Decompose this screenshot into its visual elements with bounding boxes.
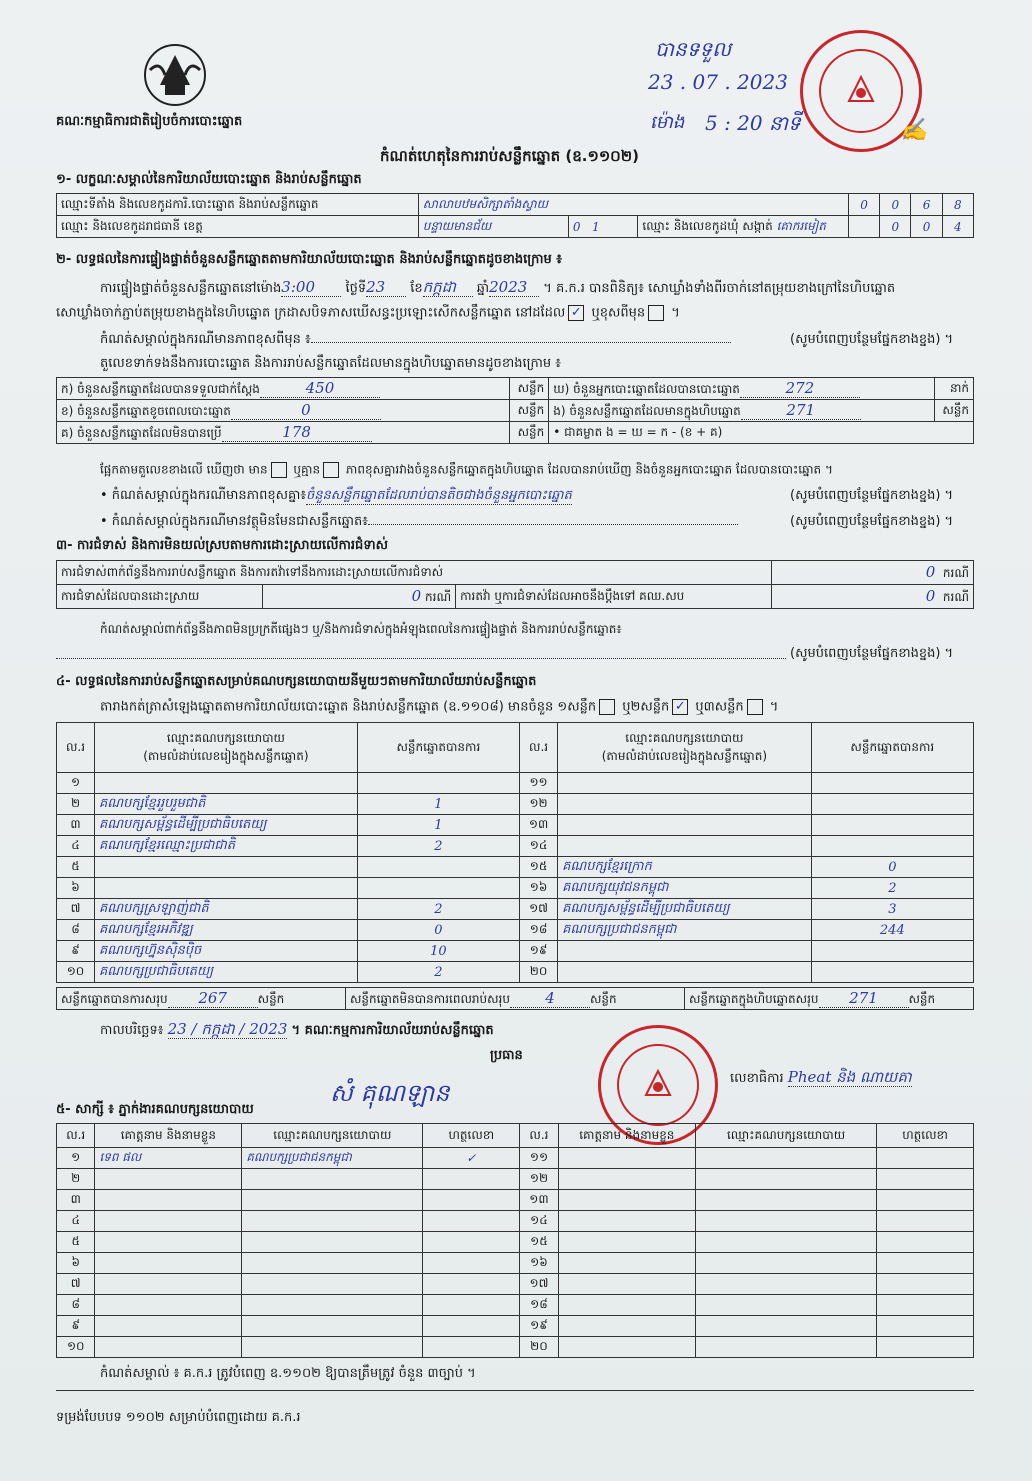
table-row	[57, 899, 974, 920]
witness-name	[558, 1253, 695, 1274]
row-no: ៣	[57, 815, 95, 836]
vote-count: 2	[357, 899, 519, 920]
ka-unit: សន្លឹក	[510, 378, 549, 400]
row-no: ២០	[520, 1337, 558, 1358]
vote-count: 2	[811, 878, 973, 899]
witness-party	[695, 1253, 876, 1274]
witness-name	[95, 1211, 242, 1232]
witness-signature	[877, 1274, 974, 1295]
witness-signature	[877, 1211, 974, 1232]
party-name: គណបក្សយុវជនកម្ពុជា	[558, 878, 812, 899]
witness-signature	[423, 1316, 520, 1337]
com-code-2: 0	[911, 216, 942, 238]
party-name: គណបក្សប្រជាធិបតេយ្យ	[95, 962, 358, 983]
vote-count: 3	[811, 899, 973, 920]
witness-name	[558, 1190, 695, 1211]
row-no: ២០	[520, 962, 558, 983]
row-no: ៧	[57, 899, 95, 920]
witness-signature	[877, 1232, 974, 1253]
total-valid: សន្លឹកឆ្នោតបានការសរុប 267 សន្លឹក	[57, 988, 346, 1010]
row-no: ១៥	[520, 1232, 558, 1253]
party-name: គណបក្សខ្មែររួបរួមជាតិ	[95, 794, 358, 815]
witness-signature	[877, 1148, 974, 1169]
row-no: ១៨	[520, 1295, 558, 1316]
has-diff-checkbox[interactable]	[271, 462, 287, 478]
witness-signature	[423, 1211, 520, 1232]
witness-party	[242, 1316, 423, 1337]
party-name	[558, 815, 812, 836]
witness-name	[95, 1190, 242, 1211]
row-no: ៦	[57, 878, 95, 899]
vote-count: 10	[357, 941, 519, 962]
com-code-3: 4	[942, 216, 973, 238]
witness-party	[695, 1148, 876, 1169]
witness-name	[95, 1316, 242, 1337]
vote-count	[357, 878, 519, 899]
witness-name: ទេព ផល	[95, 1148, 242, 1169]
nec-logo	[140, 40, 210, 110]
unchanged-checkbox[interactable]: ✓	[568, 305, 584, 321]
table-row	[57, 836, 974, 857]
witness-signature	[423, 1253, 520, 1274]
appeal-value: 0 ករណី	[771, 585, 973, 609]
witness-name	[558, 1274, 695, 1295]
row-no: ៧	[57, 1274, 95, 1295]
ngo-row: ង) ចំនួនសន្លឹកឆ្នោតដែលមានក្នុងហិបឆ្នោត 271	[549, 400, 935, 422]
table-row	[57, 941, 974, 962]
received-time: 5 : 20 នាទី	[705, 111, 801, 135]
row-no: ១៦	[520, 878, 558, 899]
table-row	[57, 1337, 974, 1358]
objections-table	[56, 560, 974, 609]
ngo-unit: សន្លឹក	[935, 400, 974, 422]
w-col-name-right: គោត្តនាម និងនាមខ្លួន	[558, 1124, 695, 1148]
vote-count: 0	[811, 857, 973, 878]
vote-count	[811, 962, 973, 983]
no-diff-checkbox[interactable]	[323, 462, 339, 478]
objection-value: 0 ករណី	[771, 561, 973, 585]
received-date: 23 . 07 . 2023	[648, 70, 788, 94]
witness-signature: ✓	[423, 1148, 520, 1169]
bullet2-note: (សូមបំពេញបន្ថែមផ្នែកខាងខ្នង) ។	[790, 514, 954, 529]
party-name: គណបក្សខ្មែរក្រោក	[558, 857, 812, 878]
witness-party	[242, 1190, 423, 1211]
loc-code-2: 0	[880, 194, 911, 216]
party-name	[95, 878, 358, 899]
vote-count	[811, 794, 973, 815]
witness-signature	[423, 1295, 520, 1316]
witness-signature	[423, 1190, 520, 1211]
table-row	[57, 857, 974, 878]
section4-title: ៤- លទ្ធផលនៃការរាប់សន្លឹកឆ្នោតសម្រាប់គណបក្សនយោបាយនីមួយៗតាមការិយាល័យរាប់សន្លឹកឆ្នោត	[56, 674, 537, 689]
authority-name: គណៈកម្មាធិការជាតិរៀបចំការបោះឆ្នោត	[56, 114, 243, 129]
party-name: គណបក្សហ្វ៊ុនស៊ិនប៉ិច	[95, 941, 358, 962]
witness-party	[242, 1337, 423, 1358]
table-row	[57, 920, 974, 941]
w-col-party-left: ឈ្មោះគណបក្សនយោបាយ	[242, 1124, 423, 1148]
vote-count	[357, 773, 519, 794]
commune-cell: ឈ្មោះ និងលេខកូដឃុំ សង្កាត់ គោករមៀត	[638, 216, 849, 238]
ballot-count-table	[56, 377, 974, 444]
witness-party	[695, 1169, 876, 1190]
vote-count: 0	[357, 920, 519, 941]
witness-signature	[877, 1337, 974, 1358]
witness-signature	[877, 1295, 974, 1316]
witness-party	[695, 1211, 876, 1232]
col-no-left: ល.រ	[57, 723, 95, 773]
row-no: ១៩	[520, 1316, 558, 1337]
table-row	[57, 1169, 974, 1190]
witness-signature	[877, 1190, 974, 1211]
com-code-1: 0	[880, 216, 911, 238]
totals-table	[56, 987, 974, 1010]
ko-unit: សន្លឹក	[510, 422, 549, 444]
province-label: ឈ្មោះ និងលេខកូដរាជធានី ខេត្ត	[57, 216, 419, 238]
resolved-label: ការជំទាស់ដែលបានដោះស្រាយ	[57, 585, 263, 609]
party-name: គណបក្សសម្ព័ន្ធដើម្បីប្រជាធិបតេយ្យ	[95, 815, 358, 836]
kha-row: ខ) ចំនួនសន្លឹកឆ្នោតខូចពេលបោះឆ្នោត 0	[57, 400, 510, 422]
chair-label: ប្រធាន	[490, 1048, 523, 1063]
row-no: ១១	[520, 773, 558, 794]
witness-name	[558, 1316, 695, 1337]
form-title: កំណត់ហេតុនៃការរាប់សន្លឹកឆ្នោត (ឧ.១១០២)	[380, 147, 640, 165]
party-name: គណបក្សខ្មែរឈ្មោះប្រជាជាតិ	[95, 836, 358, 857]
seal-signature: ✍	[900, 118, 928, 143]
witness-table	[56, 1123, 974, 1358]
table-row	[57, 1295, 974, 1316]
witness-name	[95, 1295, 242, 1316]
row-no: ៩	[57, 941, 95, 962]
witness-party: គណបក្សប្រជាជនកម្ពុជា	[242, 1148, 423, 1169]
form-note: ទម្រង់បែបបទ ១១០២ សម្រាប់បំពេញដោយ គ.ក.រ	[56, 1410, 301, 1425]
witness-party	[242, 1253, 423, 1274]
kho-row: ឃ) ចំនួនអ្នកបោះឆ្នោតដែលបានបោះឆ្នោត 272	[549, 378, 935, 400]
bullet1: • កំណត់សម្គាល់ក្នុងករណីមានភាពខុសគ្នា៖ចំនួនសន្លឹកឆ្នោតដែលរាប់បានតិចជាងចំនួនអ្នកបោះឆ្នោត	[100, 488, 572, 503]
row-no: ១៧	[520, 1274, 558, 1295]
party-name	[558, 836, 812, 857]
row-no: ១៤	[520, 836, 558, 857]
section2-p2: សោឃ្លាំងចាក់ភ្ជាប់តម្រុយខាងក្នុងនៃហិបឆ្នោត ក្រដាសបិទភាសឃើសន្ធះប្រឡោះសើកសន្លឹកឆ្នោត នៅដដែល ✓ ឬខុសពីមុន ។	[56, 305, 680, 321]
ko-row: គ) ចំនួនសន្លឹកឆ្នោតដែលមិនបានប្រើ 178	[57, 422, 510, 444]
total-box: សន្លឹកឆ្នោតក្នុងហិបឆ្នោតសរុប 271 សន្លឹក	[685, 988, 974, 1010]
appeal-label: ការតវ៉ា ឬការជំទាស់ដែលអាចនឹងប្តឹងទៅ គឈ.សប	[456, 585, 771, 609]
w-col-sign-right: ហត្ថលេខា	[877, 1124, 974, 1148]
witness-signature	[423, 1337, 520, 1358]
vote-count	[811, 836, 973, 857]
w-col-no-left: ល.រ	[57, 1124, 95, 1148]
w-col-sign-left: ហត្ថលេខា	[423, 1124, 520, 1148]
row-no: ១៣	[520, 1190, 558, 1211]
kho-unit: នាក់	[935, 378, 974, 400]
bullet2: • កំណត់សម្គាល់ក្នុងករណីមានវត្ថុមិនមែនជាសន្លឹកឆ្នោត៖	[100, 514, 738, 530]
party-name	[558, 941, 812, 962]
row-no: ២	[57, 794, 95, 815]
table-row	[57, 1211, 974, 1232]
col-votes-right: សន្លឹកឆ្នោតបានការ	[811, 723, 973, 773]
three-sheet-checkbox[interactable]	[747, 699, 763, 715]
party-name	[95, 857, 358, 878]
section2-p4: តួលេខទាក់ទងនឹងការបោះឆ្នោត និងការរាប់សន្លឹកឆ្នោតដែលមានក្នុងហិបឆ្នោតមានដូចខាងក្រោម ៖	[100, 356, 561, 371]
witness-signature	[877, 1316, 974, 1337]
table-row	[57, 878, 974, 899]
witness-name	[95, 1169, 242, 1190]
secretary: លេខាធិការ Pheat និង ណាយគា	[730, 1068, 912, 1086]
row-no: ១	[57, 1148, 95, 1169]
chair-signature: សំ គុណឡាន	[330, 1079, 450, 1107]
row-no: ៤	[57, 836, 95, 857]
row-no: ៦	[57, 1253, 95, 1274]
w-col-no-right: ល.រ	[520, 1124, 558, 1148]
witness-name	[558, 1211, 695, 1232]
party-name: គណបក្សខ្មែរអភិវឌ្ឍ	[95, 920, 358, 941]
witness-party	[242, 1211, 423, 1232]
row-no: ៤	[57, 1211, 95, 1232]
section1-title: ១- លក្ខណៈសម្គាល់នៃការិយាល័យបោះឆ្នោត និងរាប់សន្លឹកឆ្នោត	[56, 172, 362, 187]
section3-p1: កំណត់សម្គាល់ពាក់ព័ន្ធនឹងភាពមិនប្រក្រតីផ្សេងៗ ឬ/និងការជំទាស់ក្នុងអំឡុងពេលនៃការផ្ទៀងផ្ទាត់ និងការរាប់សន្លឹកឆ្នោត៖	[100, 622, 622, 636]
party-results-table	[56, 722, 974, 983]
witness-name	[95, 1232, 242, 1253]
witness-party	[695, 1316, 876, 1337]
table-row	[57, 962, 974, 983]
party-name	[95, 773, 358, 794]
row-no: ១២	[520, 794, 558, 815]
resolved-value: 0 ករណី	[263, 585, 456, 609]
row-no: ៨	[57, 1295, 95, 1316]
row-no: ៥	[57, 1232, 95, 1253]
kha-unit: សន្លឹក	[510, 400, 549, 422]
section2-title: ២- លទ្ធផលនៃការផ្ទៀងផ្ទាត់ចំនួនសន្លឹកឆ្នោតតាមការិយាល័យបោះឆ្នោត និងរាប់សន្លឹកឆ្នោតដូចខាងក្រោម ៖	[56, 252, 562, 267]
witness-party	[242, 1295, 423, 1316]
row-no: ១៧	[520, 899, 558, 920]
col-no-right: ល.រ	[520, 723, 558, 773]
ka-row: ក) ចំនួនសន្លឹកឆ្នោតដែលបានទទួលជាក់ស្តែង 450	[57, 378, 510, 400]
two-sheet-checkbox[interactable]: ✓	[672, 699, 688, 715]
section2-p3-note: (សូមបំពេញបន្ថែមផ្នែកខាងខ្នង) ។	[790, 332, 954, 347]
row-no: ១០	[57, 1337, 95, 1358]
section2-p3: កំណត់សម្គាល់ក្នុងករណីមានភាពខុសពីមុន ៖	[100, 332, 731, 348]
table-row	[57, 1190, 974, 1211]
table-row	[57, 1232, 974, 1253]
party-name: គណបក្សសម្ព័ន្ធដើម្បីប្រជាធិបតេយ្យ	[558, 899, 812, 920]
section4-p1: តារាងកត់ត្រាសំឡេងឆ្នោតតាមការិយាល័យបោះឆ្នោត និងរាប់សន្លឹកឆ្នោត (ឧ.១១០៨) មានចំនួន ១សន្លឹក ឬ២សន្លឹក ✓ ឬ៣សន្លឹក ។	[100, 699, 779, 715]
table-row	[57, 773, 974, 794]
vote-count: 244	[811, 920, 973, 941]
row-no: ១០	[57, 962, 95, 983]
section3-dots	[56, 658, 786, 659]
location-value: សាលាបឋមសិក្សាតាំងស្វាយ	[418, 194, 848, 216]
witness-party	[242, 1274, 423, 1295]
row-no: ១៦	[520, 1253, 558, 1274]
vote-count	[811, 773, 973, 794]
row-no: ៣	[57, 1190, 95, 1211]
province-code: 0 1	[568, 216, 638, 238]
section3-note: (សូមបំពេញបន្ថែមផ្នែកខាងខ្នង) ។	[790, 646, 954, 661]
footer-divider	[56, 1390, 974, 1391]
witness-party	[695, 1274, 876, 1295]
witness-party	[695, 1232, 876, 1253]
witness-party	[695, 1295, 876, 1316]
vote-count	[357, 857, 519, 878]
section2-p5: ផ្អែកតាមតួលេខខាងលើ ឃើញថា មាន ឬគ្មាន ភាពខុសគ្នារវាងចំនួនសន្លឹកឆ្នោតក្នុងហិបឆ្នោត ដែលបានរាប់ឃើញ និងចំនួនអ្នកបោះឆ្នោត ដែលបានបោះឆ្នោត ។	[100, 462, 833, 477]
witness-name	[558, 1169, 695, 1190]
section1-table	[56, 193, 974, 238]
location-label: ឈ្មោះទីតាំង និងលេខកូដការិ.បោះឆ្នោត និងរាប់សន្លឹកឆ្នោត	[57, 194, 419, 216]
witness-signature	[877, 1169, 974, 1190]
table-row	[57, 1253, 974, 1274]
section3-title: ៣- ការជំទាស់ និងការមិនយល់ស្របតាមការដោះស្រាយលើការជំទាស់	[56, 538, 388, 553]
row-no: ៩	[57, 1316, 95, 1337]
col-votes-left: សន្លឹកឆ្នោតបានការ	[357, 723, 519, 773]
witness-signature	[423, 1232, 520, 1253]
witness-name	[95, 1274, 242, 1295]
province-value: បន្ទាយមានជ័យ	[418, 216, 568, 238]
row-no: ១៩	[520, 941, 558, 962]
vote-count: 1	[357, 794, 519, 815]
one-sheet-checkbox[interactable]	[599, 699, 615, 715]
received-time-label: ម៉ោង	[650, 112, 685, 133]
section2-p1: ការផ្ទៀងផ្ទាត់ចំនួនសន្លឹកឆ្នោតនៅម៉ោង3:00 ថ្ងៃទី23 ខែកក្កដា ឆ្នាំ2023 ។ គ.ក.រ បានពិនិត្យ៖ សោឃ្លាំងទាំងពីរចាក់នៅតម្រុយខាងក្រៅនៃហិបឆ្នោត	[100, 278, 896, 296]
row-no: ១៥	[520, 857, 558, 878]
table-row	[57, 1316, 974, 1337]
witness-signature	[423, 1169, 520, 1190]
witness-name	[95, 1337, 242, 1358]
received-label: បានទទួល	[655, 37, 732, 61]
witness-name	[558, 1295, 695, 1316]
table-row	[57, 815, 974, 836]
party-name	[558, 962, 812, 983]
vote-count: 2	[357, 962, 519, 983]
row-no: ១៤	[520, 1211, 558, 1232]
total-invalid: សន្លឹកឆ្នោតមិនបានការពេលរាប់សរុប 4 សន្លឹក	[346, 988, 685, 1010]
formula: • ជាគម្លាត ង = ឃ = ក - (ខ + គ)	[549, 422, 974, 444]
row-no: ៥	[57, 857, 95, 878]
witness-signature	[877, 1253, 974, 1274]
witness-party	[242, 1169, 423, 1190]
vote-count: 1	[357, 815, 519, 836]
bullet1-note: (សូមបំពេញបន្ថែមផ្នែកខាងខ្នង) ។	[790, 488, 954, 503]
row-no: ១១	[520, 1148, 558, 1169]
witness-party	[242, 1232, 423, 1253]
loc-code-3: 6	[911, 194, 942, 216]
row-no: ២	[57, 1169, 95, 1190]
row-no: ៨	[57, 920, 95, 941]
row-no: ១៨	[520, 920, 558, 941]
section5-title: ៥- សាក្សី ៖ ភ្នាក់ងារគណបក្សនយោបាយ	[56, 1102, 254, 1117]
vote-count	[811, 815, 973, 836]
row-no: ១៣	[520, 815, 558, 836]
witness-party	[695, 1190, 876, 1211]
table-row	[57, 794, 974, 815]
party-name	[558, 773, 812, 794]
party-name: គណបក្សស្រឡាញ់ជាតិ	[95, 899, 358, 920]
vote-count	[811, 941, 973, 962]
col-party-right: ឈ្មោះគណបក្សនយោបាយ (តាមលំដាប់លេខរៀងក្នុងសន្លឹកឆ្នោត)	[558, 723, 812, 773]
witness-name	[558, 1337, 695, 1358]
party-name: គណបក្សប្រជាជនកម្ពុជា	[558, 920, 812, 941]
table-row	[57, 1274, 974, 1295]
w-col-party-right: ឈ្មោះគណបក្សនយោបាយ	[695, 1124, 876, 1148]
witness-name	[558, 1148, 695, 1169]
date-line: កាលបរិច្ឆេទ៖ 23 / កក្កដា / 2023 ។ គណៈកម្មការការិយាល័យរាប់សន្លឹកឆ្នោត	[100, 1020, 494, 1038]
witness-party	[695, 1337, 876, 1358]
party-name	[558, 794, 812, 815]
witness-name	[95, 1253, 242, 1274]
w-col-name-left: គោត្តនាម និងនាមខ្លួន	[95, 1124, 242, 1148]
col-party-left: ឈ្មោះគណបក្សនយោបាយ (តាមលំដាប់លេខរៀងក្នុងសន្លឹកឆ្នោត)	[95, 723, 358, 773]
vote-count: 2	[357, 836, 519, 857]
footnote: កំណត់សម្គាល់ ៖ គ.ក.រ ត្រូវបំពេញ ឧ.១១០២ ឱ្យបានត្រឹមត្រូវ ចំនួន ៣ច្បាប់ ។	[100, 1366, 476, 1381]
objection-label: ការជំទាស់ពាក់ព័ន្ធនឹងការរាប់សន្លឹកឆ្នោត និងការតវ៉ាទៅនឹងការដោះស្រាយលើការជំទាស់	[57, 561, 772, 585]
table-row	[57, 1148, 974, 1169]
changed-checkbox[interactable]	[648, 305, 664, 321]
witness-signature	[423, 1274, 520, 1295]
loc-code-1: 0	[849, 194, 880, 216]
row-no: ១២	[520, 1169, 558, 1190]
loc-code-4: 8	[942, 194, 973, 216]
witness-name	[558, 1232, 695, 1253]
row-no: ១	[57, 773, 95, 794]
